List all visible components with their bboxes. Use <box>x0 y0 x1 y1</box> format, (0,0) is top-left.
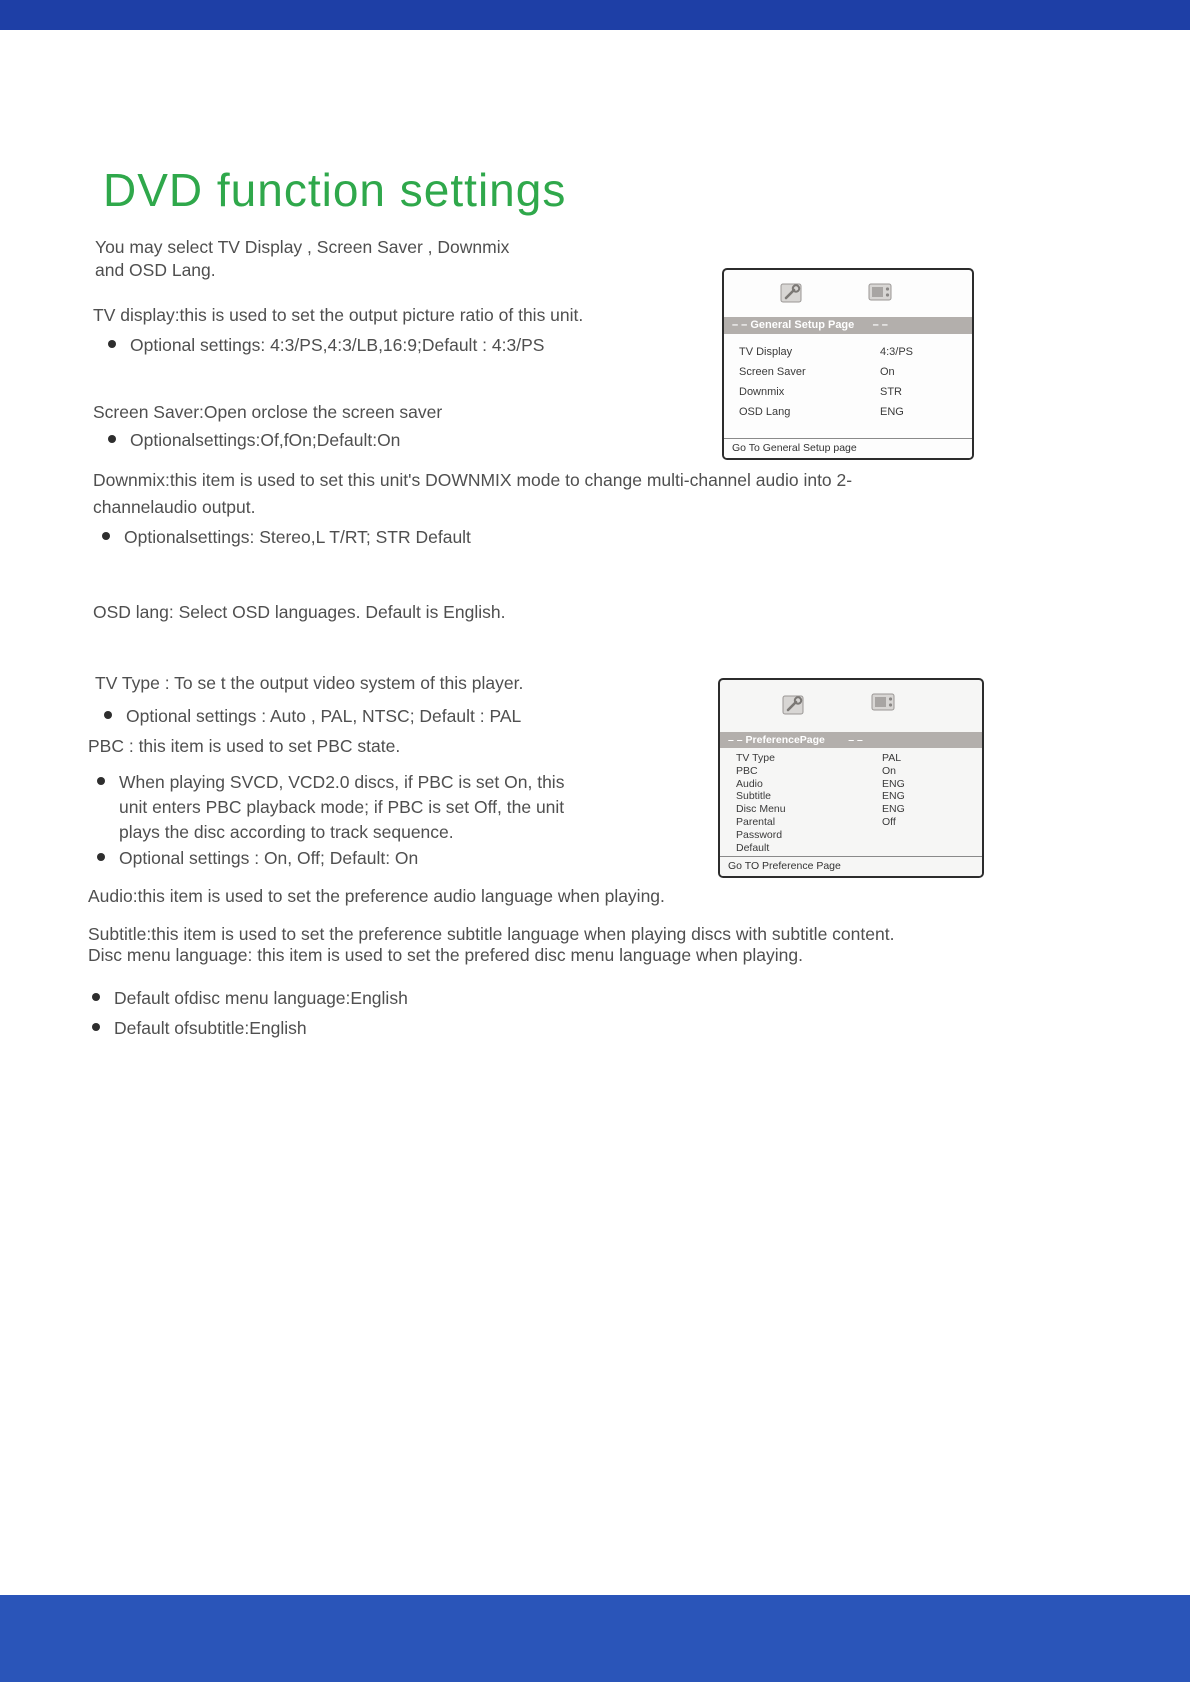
menu-row-value: On <box>880 366 895 378</box>
menu-row-label: Downmix <box>739 386 785 398</box>
menu-row-value: ENG <box>882 790 905 803</box>
menu-row <box>724 362 972 382</box>
menu-row-label: TV Display <box>739 346 793 358</box>
screen-saver-bullet <box>108 428 400 453</box>
menu-row-value: On <box>882 764 897 777</box>
preference-menu <box>718 678 984 878</box>
downmix-bullet <box>102 525 471 550</box>
tv-type-bullet <box>104 704 521 729</box>
bullet-text: Optionalsettings: Stereo,L T/RT; STR Default <box>124 527 471 547</box>
menu-footer: Go TO Preference Page <box>720 856 982 876</box>
menu-row-label: Parental <box>736 815 776 828</box>
menu-row <box>720 816 982 829</box>
bullet-text: Optional settings: 4:3/PS,4:3/LB,16:9;Default : 4:3/PS <box>130 335 545 355</box>
menu-row-value: STR <box>880 386 902 398</box>
menu-row-label: Disc Menu <box>736 803 786 816</box>
audio-paragraph: Audio:this item is used to set the preference audio language when playing. <box>88 886 665 906</box>
downmix-paragraph: Downmix:this item is used to set this unit's DOWNMIX mode to change multi-channel audio into 2-channelaudio output. <box>93 470 853 517</box>
menu-footer: Go To General Setup page <box>724 438 972 458</box>
menu-row <box>720 829 982 842</box>
menu-row <box>720 790 982 803</box>
menu-row-label: Audio <box>736 777 763 790</box>
bottom-blue-bar <box>0 1595 1190 1682</box>
wrench-setup-icon <box>780 694 808 723</box>
bullet-text: Optional settings : Auto , PAL, NTSC; Default : PAL <box>126 706 522 726</box>
menu-row <box>724 382 972 402</box>
general-setup-menu <box>722 268 974 460</box>
screen-saver-paragraph: Screen Saver:Open orclose the screen saver <box>93 402 443 422</box>
disc-menu-line: Disc menu language: this item is used to set the prefered disc menu language when playing. <box>88 945 804 965</box>
video-icon <box>867 282 895 309</box>
menu-row <box>724 402 972 422</box>
menu-row-label: PBC <box>736 764 758 777</box>
bullet-text: When playing SVCD, VCD2.0 discs, if PBC is set On, this unit enters PBC playback mode; if PBC is set Off, the unit plays the disc according to track sequence. <box>119 772 565 842</box>
bullet-text: Optionalsettings:Of,fOn;Default:On <box>130 430 401 450</box>
menu-row-value: ENG <box>880 406 904 418</box>
bullet-text: Default ofsubtitle:English <box>114 1018 307 1038</box>
menu-row-label: Screen Saver <box>739 366 806 378</box>
menu-row <box>720 842 982 855</box>
tv-type-paragraph: TV Type : To se t the output video system of this player. <box>95 673 524 693</box>
bullet-icon <box>92 1023 100 1031</box>
menu-row-label: Subtitle <box>736 790 772 803</box>
bullet-icon <box>97 777 105 785</box>
page-title: DVD function settings <box>103 163 567 216</box>
intro-paragraph <box>95 236 655 282</box>
osd-lang-paragraph: OSD lang: Select OSD languages. Default is English. <box>93 602 506 622</box>
menu-row <box>720 803 982 816</box>
menu-row-value: Off <box>882 815 896 828</box>
pbc-paragraph: PBC : this item is used to set PBC state. <box>88 736 401 756</box>
menu-row-label: Password <box>736 828 783 841</box>
menu-row-value: ENG <box>882 777 905 790</box>
tv-display-bullet <box>108 333 544 358</box>
default-disc-menu-bullet <box>92 986 408 1011</box>
pbc-behavior-bullet <box>97 770 597 845</box>
intro-line-2: and OSD Lang. <box>95 260 216 280</box>
menu-row-value: 4:3/PS <box>880 346 914 358</box>
intro-line-1: You may select TV Display , Screen Saver , Downmix <box>95 237 510 257</box>
bullet-icon <box>108 435 116 443</box>
menu-row <box>720 778 982 791</box>
bullet-text: Default ofdisc menu language:English <box>114 988 408 1008</box>
menu-row-value: ENG <box>882 803 905 816</box>
menu-rows <box>720 752 982 854</box>
bullet-icon <box>97 853 105 861</box>
bullet-text: Optional settings : On, Off; Default: On <box>119 848 419 868</box>
default-subtitle-bullet <box>92 1016 307 1041</box>
wrench-setup-icon <box>778 282 806 311</box>
video-icon <box>870 692 898 719</box>
menu-row <box>724 342 972 362</box>
menu-row <box>720 752 982 765</box>
bullet-icon <box>92 993 100 1001</box>
menu-row-label: Default <box>736 841 770 854</box>
menu-header: – – PreferencePage – – <box>720 732 982 748</box>
subtitle-paragraph <box>88 924 968 966</box>
menu-row <box>720 765 982 778</box>
menu-row-label: TV Type <box>736 752 775 764</box>
menu-header: – – General Setup Page – – <box>724 317 972 334</box>
bullet-icon <box>102 532 110 540</box>
menu-rows <box>724 342 972 422</box>
pbc-options-bullet <box>97 846 418 871</box>
top-blue-bar <box>0 0 1190 30</box>
subtitle-line: Subtitle:this item is used to set the preference subtitle language when playing discs with subtitle content. <box>88 924 895 944</box>
bullet-icon <box>104 711 112 719</box>
menu-row-value: PAL <box>882 752 902 764</box>
bullet-icon <box>108 340 116 348</box>
tv-display-paragraph: TV display:this is used to set the output picture ratio of this unit. <box>93 305 584 325</box>
menu-row-label: OSD Lang <box>739 406 791 418</box>
